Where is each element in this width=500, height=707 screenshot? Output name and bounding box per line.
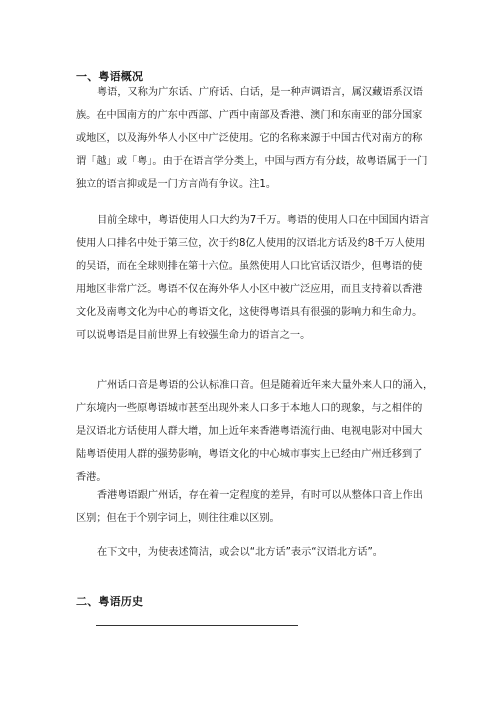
- footnote-divider: [96, 625, 298, 626]
- paragraph-line: 或地区，以及海外华人小区中广泛使用。它的名称来源于中国古代对南方的称: [76, 133, 423, 144]
- paragraph-line: 区别；但在于个别字词上，则往往难以区别。: [76, 513, 280, 524]
- paragraph-standard-accent: [76, 374, 434, 489]
- paragraph-line: 在下文中，为使表述简洁，或会以“北方话”表示“汉语北方话”。: [97, 547, 383, 558]
- paragraph-line: 陆粤语使用人群的强势影响，粤语文化的中心城市事实上已经由广州迁移到了: [76, 449, 423, 460]
- paragraph-line: 广东境内一些原粤语城市甚至出现外来人口多于本地人口的现象，与之相伴的: [76, 403, 423, 414]
- paragraph-line: 香港。: [76, 472, 107, 483]
- section-number: 一、: [76, 70, 99, 83]
- paragraph-line: 广州话口音是粤语的公认标准口音。但是随着近年来大量外来人口的涌入，: [97, 380, 434, 391]
- paragraph-line: 独立的语言抑或是一门方言尚有争议。注1。: [76, 179, 277, 190]
- paragraph-line: 的吴语，而在全球则排在第十六位。虽然使用人口比官话汉语少，但粤语的使: [76, 261, 423, 272]
- paragraph-line: 目前全球中，粤语使用人口大约为7千万。粤语的使用人口在中国国内语言: [97, 215, 430, 226]
- section-number: 二、: [76, 595, 99, 608]
- section-title: 粤语历史: [98, 595, 144, 608]
- section-title: 粤语概况: [98, 70, 144, 83]
- paragraph-line: 使用人口排名中处于第三位，次于约8亿人使用的汉语北方话及约8千万人使用: [76, 238, 426, 249]
- paragraph-intro: [76, 81, 428, 196]
- paragraph-hk-vs-guangzhou: [76, 484, 428, 530]
- paragraph-terminology-note: [76, 541, 428, 564]
- paragraph-line: 文化及南粤文化为中心的粤语文化，这使得粤语具有很强的影响力和生命力。: [76, 307, 423, 318]
- paragraph-line: 香港粤语跟广州话，存在着一定程度的差异，有时可以从整体口音上作出: [97, 490, 423, 501]
- paragraph-line: 族。在中国南方的广东中西部、广西中南部及香港、澳门和东南亚的部分国家: [76, 110, 423, 121]
- section-heading-history: [76, 593, 143, 609]
- paragraph-line: 谓「越」或「粤」。由于在语言学分类上，中国与西方有分歧，故粤语属于一门: [76, 156, 428, 167]
- paragraph-line: 用地区非常广泛。粤语不仅在海外华人小区中被广泛应用，而且支持着以香港: [76, 284, 423, 295]
- paragraph-line: 是汉语北方话使用人群大增，加上近年来香港粤语流行曲、电视电影对中国大: [76, 426, 423, 437]
- paragraph-line: 可以说粤语是目前世界上有较强生命力的语言之一。: [76, 330, 311, 341]
- paragraph-line: 粤语，又称为广东话、广府话、白话，是一种声调语言，属汉藏语系汉语: [97, 87, 423, 98]
- paragraph-population: [76, 209, 428, 347]
